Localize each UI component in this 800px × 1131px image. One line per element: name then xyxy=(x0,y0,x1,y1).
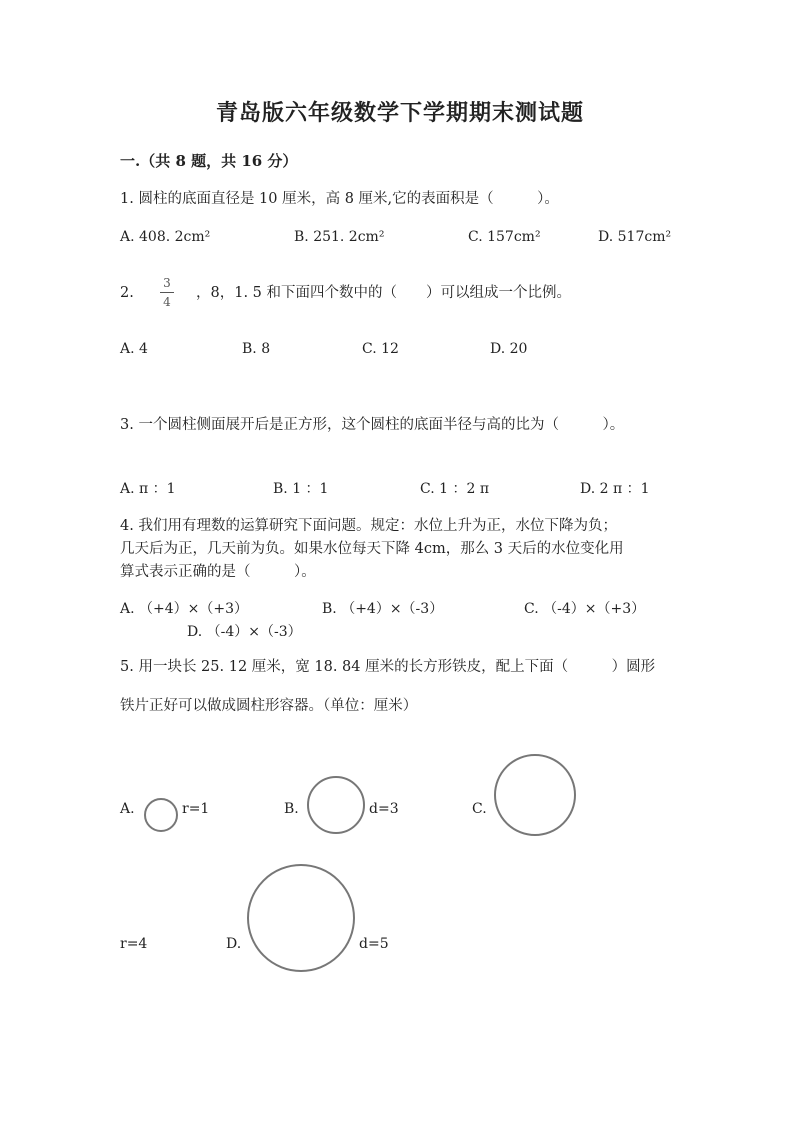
q2-option-c[interactable]: C. 12 xyxy=(362,341,399,357)
q1-option-b[interactable]: B. 251. 2cm² xyxy=(294,229,385,245)
q2-option-a[interactable]: A. 4 xyxy=(120,341,148,357)
q1-option-a[interactable]: A. 408. 2cm² xyxy=(120,229,211,245)
circle-d-icon xyxy=(247,864,355,972)
question-4-line-3: 算式表示正确的是（ ）。 xyxy=(120,564,316,580)
q2-option-d[interactable]: D. 20 xyxy=(490,341,528,357)
question-2-number: 2. xyxy=(120,285,134,301)
question-5-line-1: 5. 用一块长 25. 12 厘米，宽 18. 84 厘米的长方形铁皮，配上下面（ ）圆形 xyxy=(120,659,656,675)
q4-option-c[interactable]: C. （-4）×（+3） xyxy=(524,601,646,617)
circle-a-icon xyxy=(144,798,178,832)
q3-option-c[interactable]: C. 1 ：2 π xyxy=(420,481,490,497)
q3-option-d[interactable]: D. 2 π ：1 xyxy=(580,481,650,497)
q1-option-d[interactable]: D. 517cm² xyxy=(598,229,672,245)
fraction-three-quarters xyxy=(160,276,174,309)
q3-option-a[interactable]: A. π ：1 xyxy=(120,481,176,497)
question-1-text: 1. 圆柱的底面直径是 10 厘米，高 8 厘米,它的表面积是（ ）。 xyxy=(120,191,559,207)
q1-option-c[interactable]: C. 157cm² xyxy=(468,229,541,245)
q5-option-a-label[interactable]: A. xyxy=(120,801,135,817)
q5-option-b-label[interactable]: B. xyxy=(284,801,299,817)
question-4-line-1: 4. 我们用有理数的运算研究下面问题。规定：水位上升为正，水位下降为负； xyxy=(120,518,617,534)
q5-option-a-value: r=1 xyxy=(182,801,210,817)
q4-option-a[interactable]: A. （+4）×（+3） xyxy=(120,601,249,617)
q5-option-d-label[interactable]: D. xyxy=(226,936,242,952)
question-5-line-2: 铁片正好可以做成圆柱形容器。（单位：厘米） xyxy=(120,698,418,714)
question-4-line-2: 几天后为正，几天前为负。如果水位每天下降 4cm，那么 3 天后的水位变化用 xyxy=(120,541,624,557)
q4-option-b[interactable]: B. （+4）×（-3） xyxy=(322,601,444,617)
section-heading: 一.（共 8 题，共 16 分） xyxy=(120,152,298,170)
q5-option-b-value: d=3 xyxy=(369,801,399,817)
circle-b-icon xyxy=(307,776,365,834)
q2-option-b[interactable]: B. 8 xyxy=(242,341,271,357)
q5-option-d-value: d=5 xyxy=(359,936,389,952)
fraction-denominator: 4 xyxy=(163,295,171,309)
q3-option-b[interactable]: B. 1 ：1 xyxy=(273,481,329,497)
fraction-numerator: 3 xyxy=(163,276,171,290)
fraction-bar xyxy=(160,292,174,293)
page-title: 青岛版六年级数学下学期期末测试题 xyxy=(215,100,584,126)
q4-option-d[interactable]: D. （-4）×（-3） xyxy=(187,624,302,640)
question-2-text: ，8，1. 5 和下面四个数中的（ ）可以组成一个比例。 xyxy=(196,285,572,301)
question-3-text: 3. 一个圆柱侧面展开后是正方形，这个圆柱的底面半径与高的比为（ ）。 xyxy=(120,417,625,433)
q5-option-c-value: r=4 xyxy=(120,936,148,952)
circle-c-icon xyxy=(494,754,576,836)
q5-option-c-label[interactable]: C. xyxy=(472,801,487,817)
